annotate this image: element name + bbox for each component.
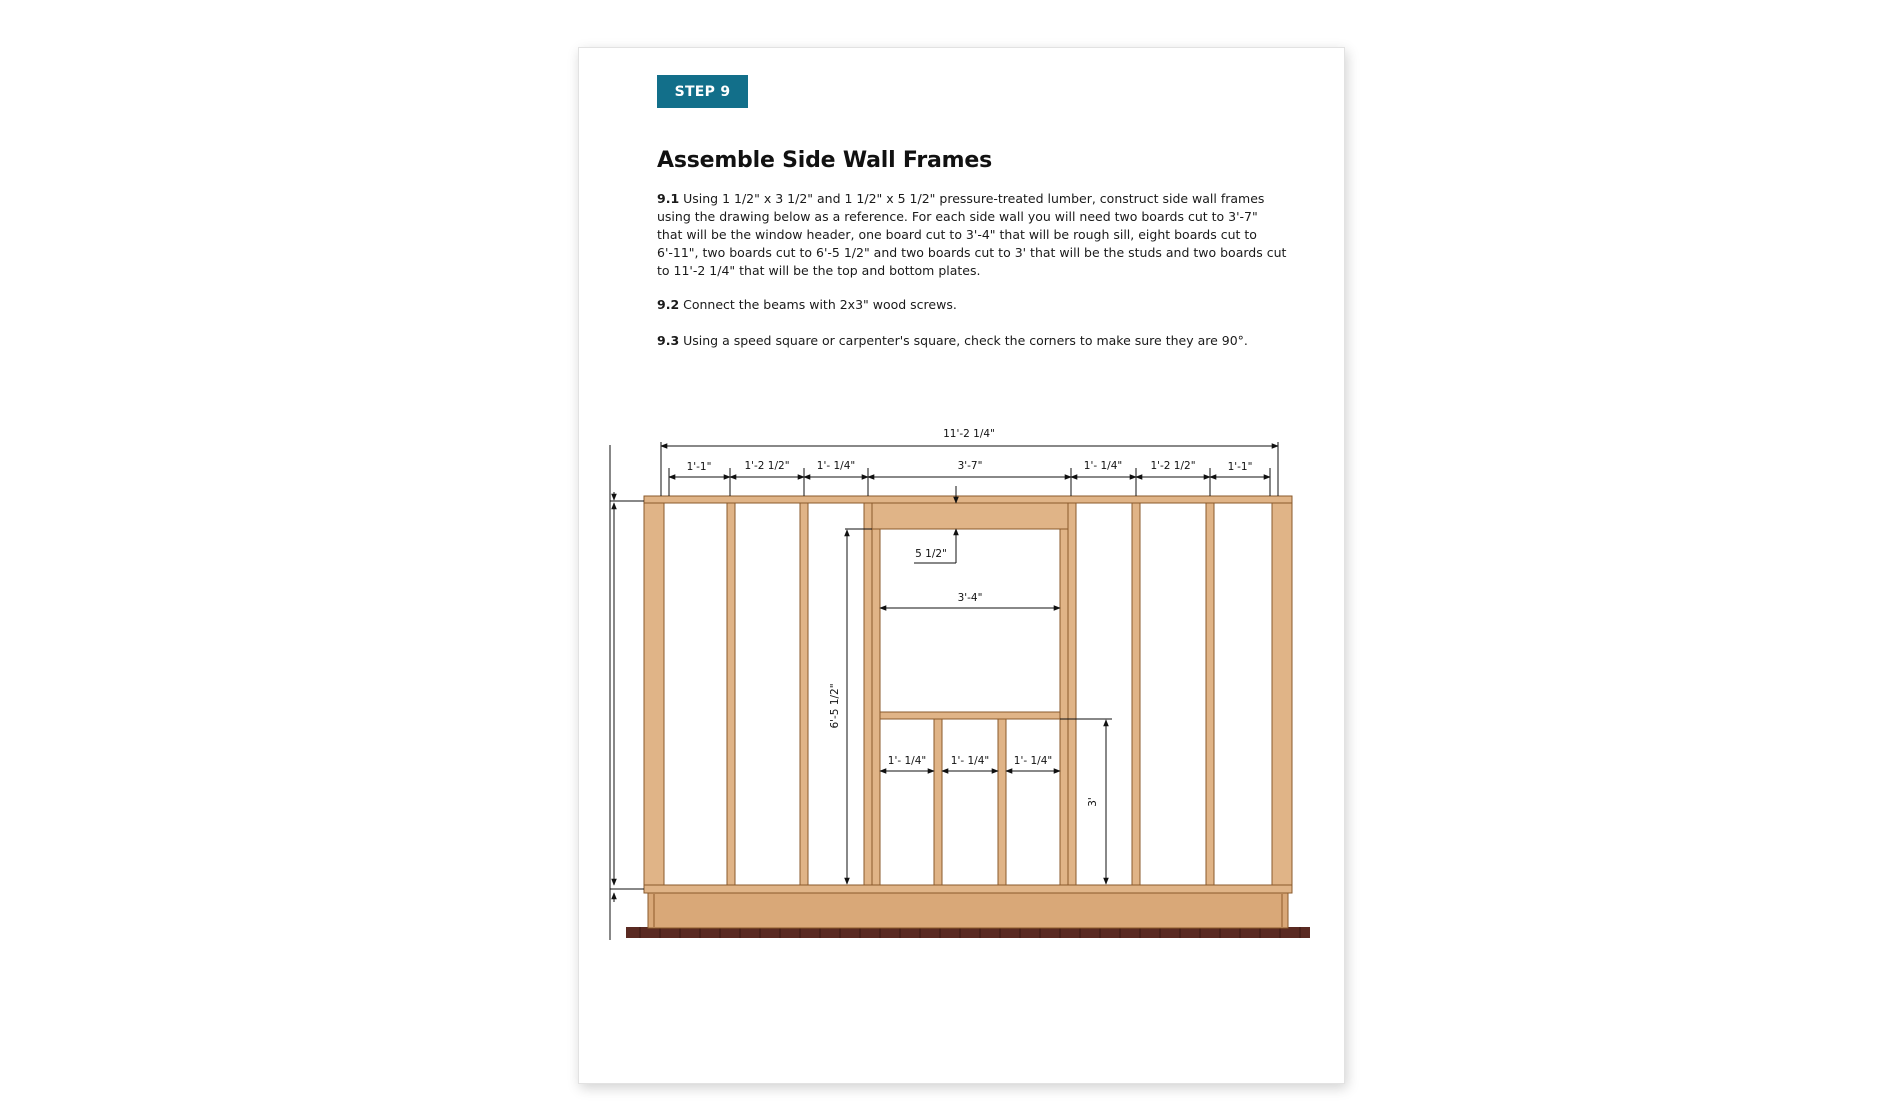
sill-length-label: 3'-4" xyxy=(957,592,983,604)
instruction-text: Using a speed square or carpenter's square, check the corners to make sure they are 90°. xyxy=(679,333,1248,348)
wall-frame xyxy=(644,496,1292,893)
cripple-spacing-label: 1'- 1/4" xyxy=(950,755,990,767)
spacing-label: 1'-1" xyxy=(1227,461,1253,473)
step-badge: STEP 9 xyxy=(657,75,748,108)
end-stud-right xyxy=(1272,503,1292,885)
stud xyxy=(727,503,735,885)
spacing-label: 1'-1" xyxy=(686,461,712,473)
jamb-height-label: 6'-5 1/2" xyxy=(829,683,841,729)
spacing-label: 1'- 1/4" xyxy=(1083,460,1123,472)
window-header xyxy=(872,503,1068,529)
king-stud-right xyxy=(1068,503,1076,885)
stud xyxy=(1132,503,1140,885)
spacing-label: 1'- 1/4" xyxy=(816,460,856,472)
jack-stud-left xyxy=(872,529,880,885)
instruction-number: 9.2 xyxy=(657,297,680,312)
cripple-stud xyxy=(934,719,942,885)
bottom-plate xyxy=(644,885,1292,893)
ground-strip xyxy=(626,927,1310,938)
header-height-label: 5 1/2" xyxy=(915,548,947,560)
foundation-beam xyxy=(648,893,1288,928)
spacing-label: 1'-2 1/2" xyxy=(1150,460,1196,472)
instruction-text: Using 1 1/2" x 3 1/2" and 1 1/2" x 5 1/2" pressure-treated lumber, construct side wall frames using the drawing below as a reference. For each side wall you will need two boards cut to 3'-7" that will be the window header, one board cut to 3'-4" that will be rough sill, eight boards cut to 6'-11", two boards cut to 6'-5 1/2" and two boards cut to 3' that will be the studs and two boards cut to 11'-2 1/4" that will be the top and bottom plates. xyxy=(657,191,1287,278)
sill-height-label: 3' xyxy=(1087,797,1099,807)
instruction-text: Connect the beams with 2x3" wood screws. xyxy=(679,297,957,312)
cripple-spacing-label: 1'- 1/4" xyxy=(887,755,927,767)
stud xyxy=(1206,503,1214,885)
stud xyxy=(800,503,808,885)
instruction-number: 9.1 xyxy=(657,191,680,206)
king-stud-left xyxy=(864,503,872,885)
rough-sill xyxy=(880,712,1060,719)
cripple-stud xyxy=(998,719,1006,885)
spacing-label: 3'-7" xyxy=(957,460,983,472)
instruction-number: 9.3 xyxy=(657,333,680,348)
page-title: Assemble Side Wall Frames xyxy=(657,148,992,173)
top-plate xyxy=(644,496,1292,503)
end-stud-left xyxy=(644,503,664,885)
overall-width-label: 11'-2 1/4" xyxy=(943,428,995,440)
jack-stud-right xyxy=(1060,529,1068,885)
cripple-spacing-label: 1'- 1/4" xyxy=(1013,755,1053,767)
spacing-label: 1'-2 1/2" xyxy=(744,460,790,472)
